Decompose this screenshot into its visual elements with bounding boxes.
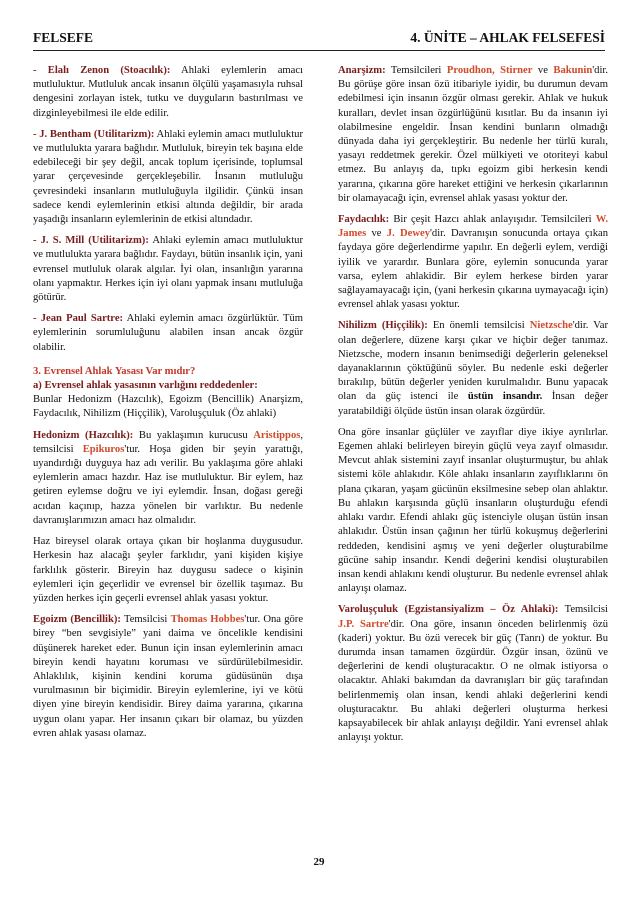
bold-ustun-insan: üstün insandır. bbox=[467, 391, 543, 403]
text-faydacilik-3: 'dir. Davranışın sonucunda ortaya çıkan faydaya göre değerlendirme yapılır. En değerli eylem, verdiği iyilik ve yarardır. Bunlara göre, eylemin sonucunda yarar varsa, eylem ahlakidir. Bir eylem herkese birden yarar sağlayamayacağı için, (yani herkesin çıkarına uymayacağı için) evrensel ahlak yasası yoktur. bbox=[338, 228, 608, 311]
name-bakunin: Bakunin bbox=[553, 65, 593, 76]
section-question bbox=[33, 365, 303, 379]
paragraph-guclu-zayif: Ona göre insanlar güçlüler ve zayıflar diye ikiye ayrılırlar. Egemen ahlaki belirleyen bireyin güçlü veya zayıf olmasıdır. Mevcut ahlak sistemini zayıf insanlar oluşturmuştur, bu ahlak sistemi köle ahlakıdır. Köle ahlakı insanların zayıflıklarını ön plana çıkaran, yaşam gücünün eksilmesine sebep olan ahlaktır. Bu ahlakın karşısında güçlü insanların oluşturduğu efendi ahlakı vardır. Efendi ahlakı güç istenciyle oluşan üstün insan ahlakıdır. Üstün insan çağının her türlü kokuşmuş değerlerini reddeden, kendisini aşmış ve yeni değerler oluşturabilme gücüne sahip insandır. Kendi değerini kendisi oluşturabilen insan kendi ahlakını kendi oluşturur. Bu nedenle evrensel ahlak anlayışı olamaz. bbox=[338, 426, 608, 595]
left-column bbox=[33, 64, 303, 748]
paragraph-faydacilik bbox=[338, 213, 608, 312]
name-aristippos: Aristippos bbox=[253, 429, 301, 441]
text-hedonizm-2: , temsilcisi bbox=[33, 429, 304, 455]
label-faydacilik: Faydacılık: bbox=[338, 214, 390, 226]
label-varolusculuk: Varoluşçuluk (Egzistansiyalizm – Öz Ahlaki): bbox=[338, 604, 559, 616]
text-anarsizm-2: ve bbox=[532, 65, 554, 76]
paragraph-rejecters bbox=[33, 379, 303, 422]
text-nihilizm-3: İnsan değer yaratabildiği ölçüde üstün insan olarak özgürdür. bbox=[338, 391, 608, 417]
paragraph-anarsizm bbox=[338, 64, 608, 206]
paragraph-nihilizm bbox=[338, 319, 608, 418]
text-rejecters-list: Bunlar Hedonizm (Hazcılık), Egoizm (Bencillik) Anarşizm, Faydacılık, Nihilizm (Hiççilik), Varoluşçuluk (Öz ahlaki) bbox=[33, 394, 303, 420]
paragraph-mill bbox=[33, 234, 303, 305]
label-egoizm: Egoizm (Bencillik): bbox=[33, 614, 121, 626]
header-rule bbox=[33, 50, 605, 51]
name-james: W. James bbox=[338, 214, 608, 240]
text-nihilizm-1: En önemli temsilcisi bbox=[427, 320, 530, 332]
label-mill: - J. S. Mill (Utilitarizm): bbox=[33, 235, 149, 247]
paragraph-varolusculuk bbox=[338, 603, 608, 745]
text-egoizm-1: Temsilcisi bbox=[120, 614, 171, 626]
name-nietzsche: Nietzsche bbox=[529, 320, 573, 332]
header-subject: FELSEFE bbox=[33, 30, 94, 45]
text-hedonizm-3: 'tur. Hoşa giden bir şeyin yarattığı, uyandırdığı duyguya haz adı verilir. Bu yaklaşıma göre ahlaki eylemlerin amacı hazdır. Haz ise mutluluktur. Bir eylem, haz getiren eylemse doğru ve iyi eylemdir. İnsan, doğası gereği acıdan kaçınıp, hazza yönelen bir varlıktır. Bu nedenle davranışlarımızın amacı haz olmalıdır. bbox=[33, 443, 303, 526]
paragraph-zenon bbox=[33, 64, 303, 121]
name-hobbes: Thomas Hobbes bbox=[170, 614, 245, 626]
text-varolusculuk-2: 'dir. Ona göre, insanın önceden belirlenmiş özü (kaderi) yoktur. Bu özü verecek bir güç (Tanrı) de yoktur. Bu durumda insan tamamen özgürdür. Özgür insan, özünü ve değerlerini de kendi oluşturacaktır. O ne olmak istiyorsa o olacaktır. Ahlaki bakımdan da davranışları bir güç tarafından belirlenmemiş olan insan, kendi ahlaki değerlerini kendi oluşturacaktır. Bu ahlaki değerleri oluşturma herkesi kapsayabilecek bir ahlak anlayışı değildir. Yani evrensel ahlak anlayışı yoktur. bbox=[338, 618, 609, 744]
text-sartre: Ahlaki eylemin amacı özgürlüktür. Tüm eylemlerinin sorumluluğunu alabilen insan ancak özgür olabilir. bbox=[33, 313, 303, 353]
question-heading: 3. Evrensel Ahlak Yasası Var mıdır? bbox=[33, 365, 196, 377]
text-faydacilik-1: Bir çeşit Hazcı ahlak anlayışıdır. Temsilcileri bbox=[389, 214, 596, 226]
subheading-rejecters: a) Evrensel ahlak yasasının varlığını reddedenler: bbox=[33, 380, 258, 392]
right-column bbox=[338, 64, 608, 752]
label-anarsizm: Anarşizm: bbox=[338, 65, 386, 76]
name-proudhon-stirner: Proudhon, Stirner bbox=[446, 65, 533, 76]
text-mill: Ahlaki eylemin amacı mutluluktur ve mutlulukta yarara bağlıdır. Faydayı, bütün insanlık için, yani evrensel mutluluk olarak algılar. İyi olan, insanlığın yararına olanı yapmaktır. Herkes için iyi olanı yapmak insanı mutluluğa götürür. bbox=[33, 235, 303, 304]
text-hedonizm-1: Bu yaklaşımın kurucusu bbox=[133, 429, 254, 441]
name-jp-sartre: J.P. Sartre bbox=[338, 618, 389, 630]
text-anarsizm-3: 'dir. Bu görüşe göre insan özü itibariyle iyidir, bu durumun devam edebilmesi için insanın özgür olması gerekir. Ahlak ve hukuk kuralları, devlet insan özgürlüğünü kısıtlar. Bu da insanın iyi olabilmesine engeldir. İnsan kendini bunların olmadığı dünyada daha iyi gerçekleştirir. Bu nedenle her türlü kuralı, yasayı reddetmek gerekir. Özel mülkiyeti ve otoriteyi kabul etmez. Bu anlayış da, tıpkı egoizm gibi herkesin kendi yararına, çıkarına göre hareket ettiğini ve herkesin çıkarlarının bir olamayacağı için, evrensel ahlak yasası yoktur der. bbox=[338, 65, 608, 204]
text-bentham: Ahlaki eylemin amacı mutluluktur ve mutlulukta yarara bağlıdır. Mutluluk, bireyin tek başına elde edebileceği bir şey değil, ancak toplum içerisinde, toplumsal yarar çerçevesinde gerçekleşebilir. İnsanın mutluluğu çevresindeki insanların mutluluğuyla ilgilidir. Çünkü insan sadece kendi eylemlerinin etkisi altında değildir, bir arada yaşadığı insanların eylemlerinin de etkisi altındadır. bbox=[33, 128, 303, 226]
name-epikuros: Epikuros bbox=[82, 443, 125, 455]
text-nihilizm-2: 'dir. Var olan değerlere, düzene karşı çıkar ve hiçbir değer tanımaz. Nietzsche, modern insanın benimsediği değerlerin geleneksel dayanaklarının çöktüğünü söyler. Bu nedenle eski değerler bırakılıp, bütün değerler yeniden kurulmalıdır. Bunu yapacak olan da güç istenci ile bbox=[338, 320, 608, 403]
paragraph-egoizm bbox=[33, 613, 303, 741]
text-varolusculuk-1: Temsilcisi bbox=[558, 604, 608, 616]
name-dewey: J. Dewey bbox=[386, 228, 430, 240]
paragraph-hedonizm bbox=[33, 429, 303, 528]
header-unit-title: 4. ÜNİTE – AHLAK FELSEFESİ bbox=[410, 30, 605, 45]
label-bentham: - J. Bentham (Utilitarizm): bbox=[33, 128, 155, 140]
label-sartre: - Jean Paul Sartre: bbox=[33, 313, 124, 325]
text-anarsizm-1: Temsilcileri bbox=[385, 65, 447, 76]
text-zenon: Ahlaki eylemlerin amacı mutluluktur. Mutluluk ancak insanın ölçülü yaşamasıyla ruhsal dengesini zorlayan istek, tutku ve duyguların bastırılması ve dizginleyebilmesi ile elde edilir. bbox=[33, 65, 303, 119]
paragraph-haz: Haz bireysel olarak ortaya çıkan bir hoşlanma duygusudur. Herkesin haz alacağı şeyler farklıdır, yani kişiden kişiye farklılık gösterir. Bireyin haz duygusu sadece o kişinin eylemleri için geçerlidir ve evrensel bir özellik taşımaz. Bu yüzden herkes için geçerli evrensel ahlak yasası yoktur. bbox=[33, 536, 303, 604]
text-faydacilik-2: ve bbox=[366, 228, 387, 240]
paragraph-bentham bbox=[33, 128, 303, 227]
label-nihilizm: Nihilizm (Hiççilik): bbox=[338, 320, 428, 332]
page-header bbox=[33, 30, 605, 50]
paragraph-sartre bbox=[33, 312, 303, 355]
page-number: 29 bbox=[313, 856, 325, 868]
text-egoizm-2: 'tur. Ona göre birey “ben sevgisiyle” yani daima ve öncelikle kendisini düşünerek hareket eder. Bunun için insan eylemlerinin amacı bireyin kendi hayatını koruması ve sürdürülebilmesidir. Ahlaklılık, kişinin kendini koruma güdüsünün dışa vurulmasının bir biçimidir. Bireyin eylemlerine, iyi ve kötü diyen yine bireyin kendisidir. Birey daima yararına, çıkarına uygun olanı yapar. Her insanın çıkarı bir olamaz, bu yüzden evren ahlak yasası olamaz. bbox=[33, 614, 304, 739]
label-zenon: - Elalı Zenon (Stoacılık): bbox=[33, 65, 171, 76]
label-hedonizm: Hedonizm (Hazcılık): bbox=[33, 429, 134, 441]
